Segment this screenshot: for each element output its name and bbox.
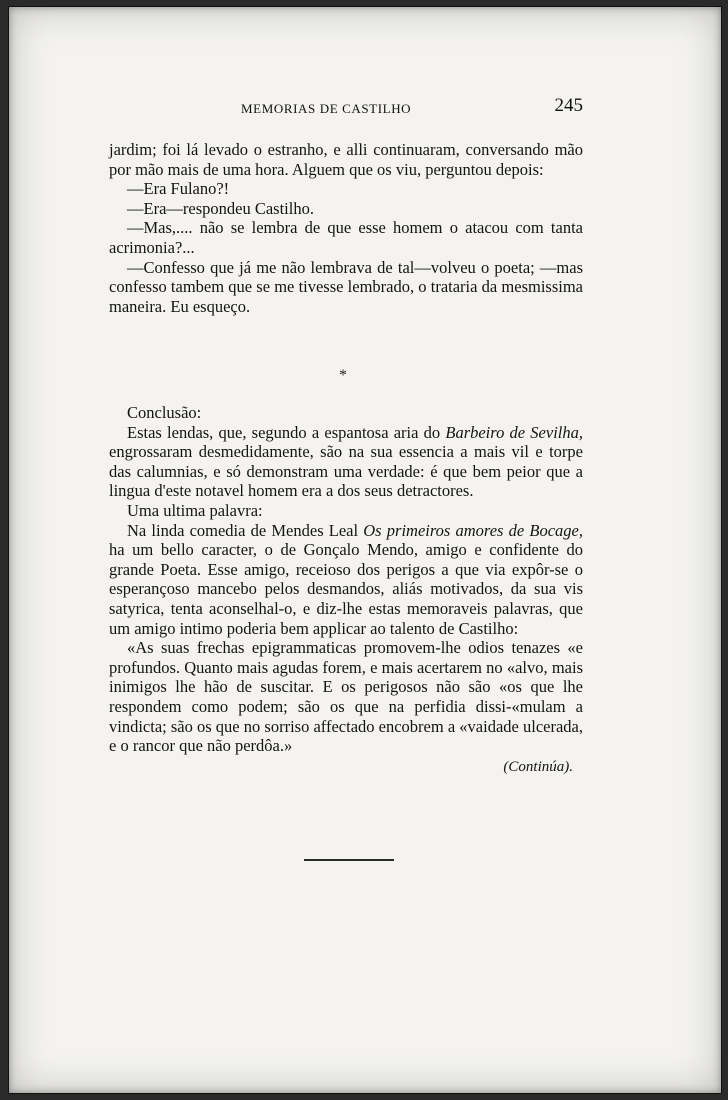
paragraph-lendas-start: Estas lendas, que, segundo a espantosa aria do (127, 422, 446, 442)
dialogue-line-1: —Era Fulano?! (127, 179, 230, 199)
title-primeiros-amores: Os primeiros amores de Bocage, (363, 520, 583, 540)
section-separator-star: * (339, 367, 347, 384)
continua-note: (Continúa). (503, 758, 573, 775)
quotation: «As suas frechas epigrammaticas promovem-lhe odios tenazes «e profundos. Quanto mais agudas forem, e mais acertarem no «alvo, mais inimigos lhe hão de suscitar. E os perigosos não são «os que lhe respondem como podem; são os que na perfidia dissi-«mulam a vindicta; são os que no sorriso affectado encobrem a «vaidade ulcerada, e o rancor que não perdôa.» (109, 638, 583, 756)
text-block-anecdote (109, 140, 583, 316)
running-head (109, 95, 583, 121)
paragraph-lendas (109, 423, 583, 501)
title-barbeiro-de-sevilha: Barbeiro de Sevilha, (445, 422, 583, 442)
dialogue-line-2: —Era—respondeu Castilho. (127, 198, 314, 218)
ultima-palavra: Uma ultima palavra: (127, 500, 263, 520)
page-sheet (8, 6, 722, 1094)
dialogue-line-4: —Confesso que já me não lembrava de tal—volveu o poeta; —mas confesso tambem que se me tivesse lembrado, o trataria da mesmissima maneira. Eu esqueço. (109, 257, 583, 316)
text-block-conclusion (109, 403, 583, 777)
conclusion-heading: Conclusão: (127, 403, 202, 422)
paragraph-comedia-start: Na linda comedia de Mendes Leal (127, 520, 364, 540)
page-number: 245 (554, 95, 583, 116)
dialogue-line-3: —Mas,.... não se lembra de que esse homem o atacou com tanta acrimonia?... (109, 218, 583, 257)
running-title: MEMORIAS DE CASTILHO (241, 101, 412, 116)
paragraph-jardim: jardim; foi lá levado o estranho, e alli continuaram, conversando mão por mão mais de uma hora. Alguem que os viu, perguntou depois: (109, 140, 583, 179)
paragraph-lendas-end: engrossaram desmedidamente, são na sua essencia a mais vil e torpe das calumnias, e só demonstram uma verdade: é que bem peior que a lingua d'este notavel homem era a dos seus detractores. (109, 442, 583, 501)
paragraph-comedia-end: ha um bello caracter, o de Gonçalo Mendo, amigo e confidente do grande Poeta. Esse amigo, receioso dos perigos a que via expôr-se o esperançoso mancebo pelos desmandos, aliás motivados, da sua vis satyrica, tenta aconselhal-o, e diz-lhe estas memoraveis palavras, que um amigo intimo poderia bem applicar ao talento de Castilho: (109, 540, 583, 638)
paragraph-comedia (109, 521, 583, 639)
end-rule (304, 859, 394, 861)
